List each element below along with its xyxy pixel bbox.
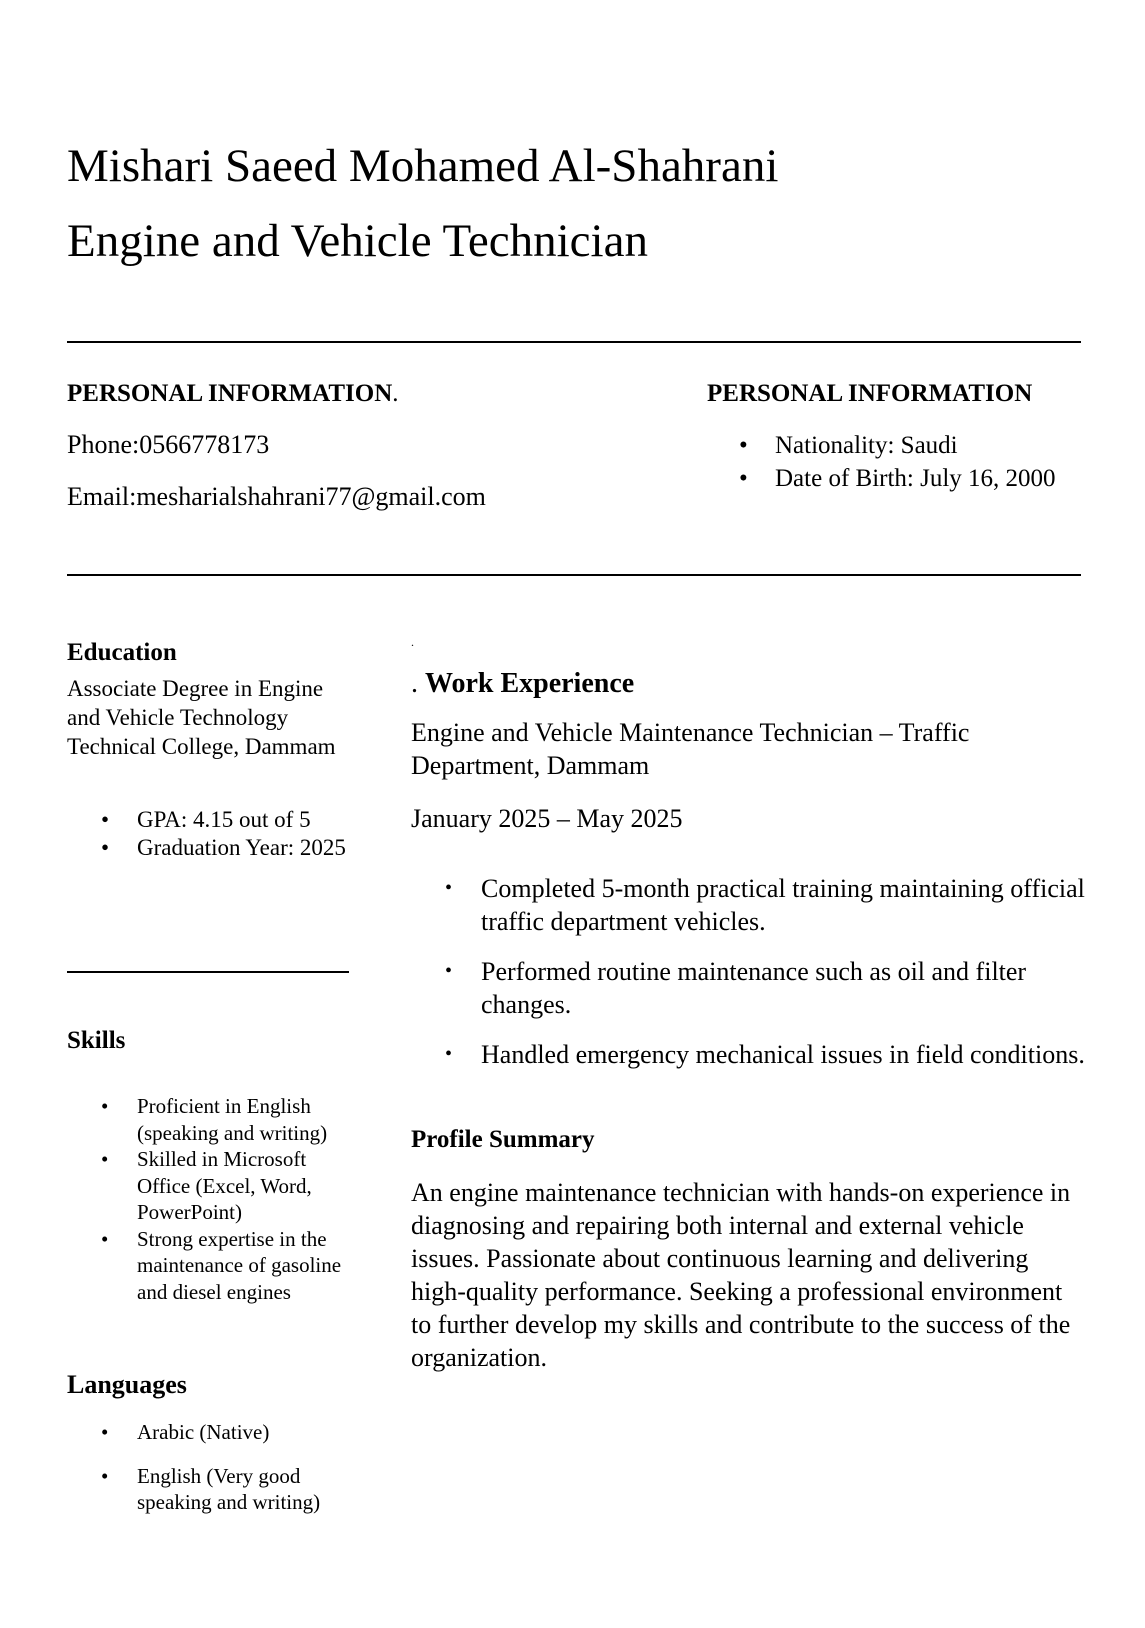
work-experience-heading: . Work Experience — [411, 668, 635, 699]
education-degree: Associate Degree in Engine and Vehicle Technology Technical College, Dammam — [67, 676, 336, 759]
work-duties-list — [481, 872, 1091, 1071]
skills-list — [137, 1093, 352, 1305]
skill-item: • Proficient in English (speaking and writing) — [137, 1093, 352, 1146]
nationality-item: • Nationality: Saudi — [775, 429, 1056, 462]
job-title: Engine and Vehicle Technician — [67, 215, 648, 267]
education-list — [137, 806, 367, 862]
skills-heading: Skills — [67, 1027, 126, 1054]
divider-sidebar — [67, 971, 349, 973]
languages-heading: Languages — [67, 1370, 187, 1399]
work-role: Engine and Vehicle Maintenance Technician – Traffic Department, Dammam — [411, 718, 970, 780]
language-item: • English (Very good speaking and writing) — [137, 1463, 352, 1515]
email-text: Email:mesharialshahrani77@gmail.com — [67, 482, 486, 511]
languages-list — [137, 1419, 352, 1515]
phone-text: Phone:0566778173 — [67, 430, 270, 459]
skill-item: • Skilled in Microsoft Office (Excel, Word, PowerPoint) — [137, 1146, 352, 1226]
language-item: • Arabic (Native) — [137, 1419, 352, 1445]
stray-dot: . — [411, 635, 414, 649]
personal-info-heading-right: PERSONAL INFORMATION — [707, 380, 1033, 407]
duty-item: • Completed 5-month practical training maintaining official traffic department vehicles. — [481, 872, 1091, 938]
personal-info-list — [775, 429, 1056, 495]
divider-middle — [67, 574, 1081, 576]
profile-summary-text: An engine maintenance technician with hands-on experience in diagnosing and repairing both internal and external vehicle issues. Passionate about continuous learning and delivering high-quality performance. Seeking a professional environment to further develop my skills and contribute to the success of the organization. — [411, 1178, 1071, 1372]
personal-info-heading-left: PERSONAL INFORMATION. — [67, 380, 399, 407]
birthdate-item: • Date of Birth: July 16, 2000 — [775, 462, 1056, 495]
candidate-name: Mishari Saeed Mohamed Al-Shahrani — [67, 140, 779, 192]
duty-item: • Handled emergency mechanical issues in field conditions. — [481, 1038, 1091, 1071]
skill-item: • Strong expertise in the maintenance of gasoline and diesel engines — [137, 1226, 352, 1306]
work-dates: January 2025 – May 2025 — [411, 804, 683, 833]
gpa-item: • GPA: 4.15 out of 5 — [137, 806, 367, 834]
divider-top — [67, 341, 1081, 343]
graduation-year-item: • Graduation Year: 2025 — [137, 834, 367, 862]
education-heading: Education — [67, 639, 177, 666]
duty-item: • Performed routine maintenance such as oil and filter changes. — [481, 955, 1091, 1021]
profile-summary-heading: Profile Summary — [411, 1126, 595, 1153]
